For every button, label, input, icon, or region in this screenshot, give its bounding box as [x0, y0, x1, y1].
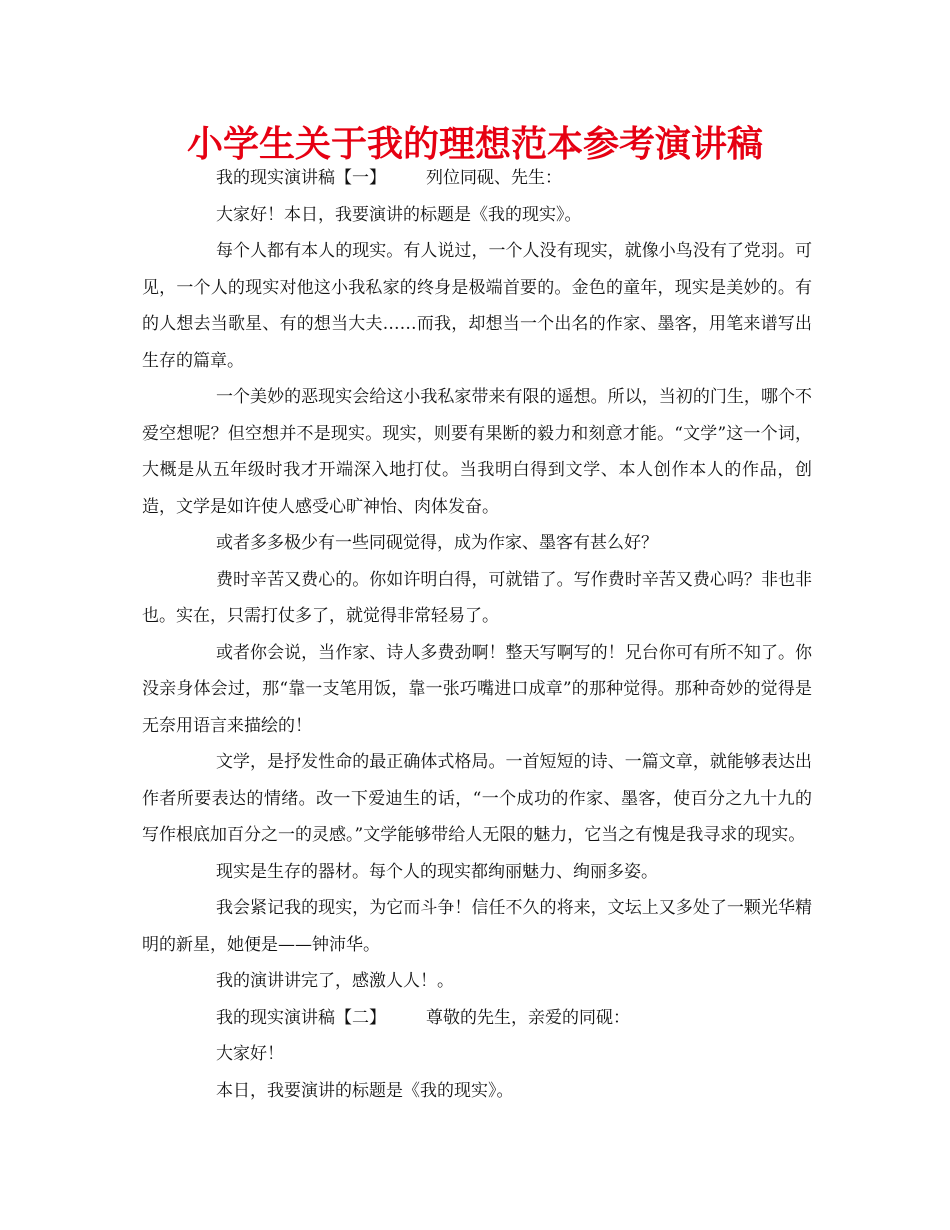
speech-two-salutation: 尊敬的先生，亲爱的同砚：	[426, 1007, 630, 1028]
document-body	[142, 160, 812, 1109]
paragraph: 大家好！	[216, 1044, 284, 1064]
paragraph: 本日，我要演讲的标题是《我的现实》。	[216, 1080, 514, 1101]
speech-one-heading	[142, 160, 812, 197]
paragraph: 大家好！本日，我要演讲的标题是《我的现实》。	[216, 204, 582, 225]
paragraph: 我的演讲讲完了，感激人人！。	[216, 971, 454, 991]
paragraph: 或者多多极少有一些同砚觉得，成为作家、墨客有甚么好？	[216, 533, 658, 553]
paragraph: 我会紧记我的现实，为它而斗争！信任不久的将来，文坛上又多处了一颗光华精明的新星，她便是——钟沛华。	[142, 898, 812, 955]
speech-one-label: 我的现实演讲稿【一】	[216, 168, 386, 188]
paragraph: 现实是生存的器材。每个人的现实都绚丽魅力、绚丽多姿。	[216, 861, 658, 882]
paragraph: 文学，是抒发性命的最正确体式格局。一首短短的诗、一篇文章，就能够表达出作者所要表达的情绪。改一下爱迪生的话，“一个成功的作家、墨客，使百分之九十九的写作根底加百分之一的灵感。”文学能够带给人无限的魅力，它当之有愧是我寻求的现实。	[142, 752, 812, 845]
paragraph: 费时辛苦又费心的。你如许明白得，可就错了。写作费时辛苦又费心吗？非也非也。实在，只需打仗多了，就觉得非常轻易了。	[142, 569, 812, 626]
paragraph: 一个美妙的恶现实会给这小我私家带来有限的遥想。所以，当初的门生，哪个不爱空想呢？但空想并不是现实。现实，则要有果断的毅力和刻意才能。“文学”这一个词，大概是从五年级时我才开端深入地打仗。当我明白得到文学、本人创作本人的作品，创造，文学是如许使人感受心旷神怡、肉体发奋。	[142, 387, 812, 517]
speech-two-label: 我的现实演讲稿【二】	[216, 1007, 386, 1028]
document-title: 小学生关于我的理想范本参考演讲稿	[186, 124, 763, 165]
speech-two-heading	[142, 1000, 812, 1037]
paragraph: 每个人都有本人的现实。有人说过，一个人没有现实，就像小鸟没有了党羽。可见，一个人的现实对他这小我私家的终身是极端首要的。金色的童年，现实是美妙的。有的人想去当歌星、有的想当大夫……而我，却想当一个出名的作家、墨客，用笔来谱写出生存的篇章。	[142, 241, 812, 371]
paragraph: 或者你会说，当作家、诗人多费劲啊！整天写啊写的！兄台你可有所不知了。你没亲身体会过，那“靠一支笔用饭，靠一张巧嘴进口成章”的那种觉得。那种奇妙的觉得是无奈用语言来描绘的！	[142, 642, 812, 736]
speech-one-salutation: 列位同砚、先生：	[426, 168, 562, 188]
